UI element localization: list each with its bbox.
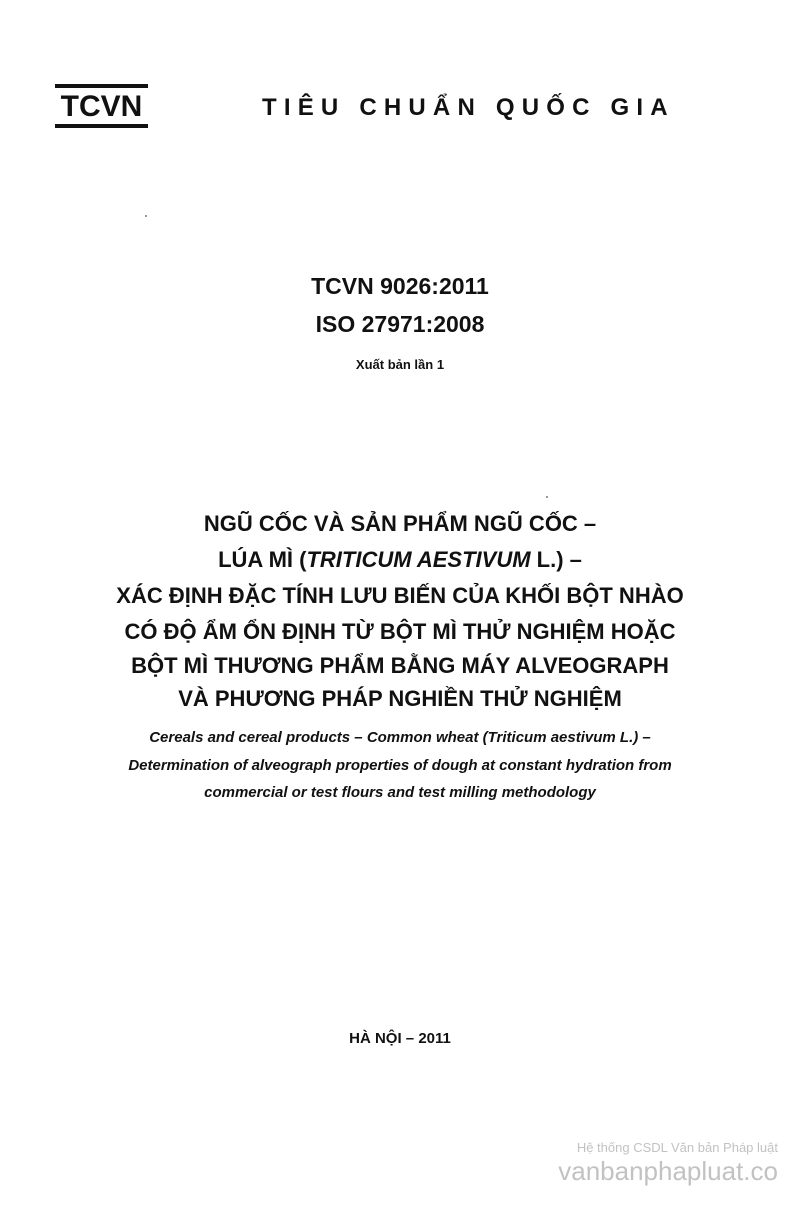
tcvn-number: TCVN 9026:2011 (311, 273, 489, 299)
title-vn-line-2-before: LÚA MÌ ( (218, 547, 307, 572)
title-vn-line-2-species: TRITICUM AESTIVUM (306, 547, 531, 572)
title-en-line-3: commercial or test flours and test milling methodology (204, 784, 596, 801)
title-vn-line-4: CÓ ĐỘ ẨM ỔN ĐỊNH TỪ BỘT MÌ THỬ NGHIỆM HOẶC (124, 619, 676, 644)
iso-number: ISO 27971:2008 (315, 311, 485, 337)
logo-bottom-rule (55, 124, 148, 128)
title-vn-line-5: BỘT MÌ THƯƠNG PHẨM BẰNG MÁY ALVEOGRAPH (131, 653, 669, 678)
title-vn-line-3: XÁC ĐỊNH ĐẶC TÍNH LƯU BIẾN CỦA KHỐI BỘT NHÀO (116, 583, 684, 608)
national-standard-heading: TIÊU CHUẨN QUỐC GIA (262, 94, 675, 121)
scan-speck (546, 496, 548, 498)
title-vn-line-2-after: L.) – (530, 547, 582, 572)
logo-top-rule (55, 84, 148, 88)
place-and-year: HÀ NỘI – 2011 (349, 1030, 451, 1047)
title-vn-line-1: NGŨ CỐC VÀ SẢN PHẨM NGŨ CỐC – (203, 511, 597, 536)
title-vn-line-2 (0, 546, 800, 573)
watermark-line-2: vanbanphapluat.co (558, 1156, 778, 1186)
title-en-line-1: Cereals and cereal products – Common wheat (Triticum aestivum L.) – (149, 729, 651, 746)
tcvn-logo (55, 84, 148, 130)
logo-text: TCVN (60, 90, 143, 123)
title-en-line-2: Determination of alveograph properties of dough at constant hydration from (128, 757, 672, 774)
scan-speck (145, 215, 147, 217)
watermark-line-1: Hệ thống CSDL Văn bản Pháp luật (576, 1140, 778, 1155)
edition-note: Xuất bản lần 1 (355, 357, 445, 372)
title-vn-line-6: VÀ PHƯƠNG PHÁP NGHIỀN THỬ NGHIỆM (178, 686, 622, 711)
